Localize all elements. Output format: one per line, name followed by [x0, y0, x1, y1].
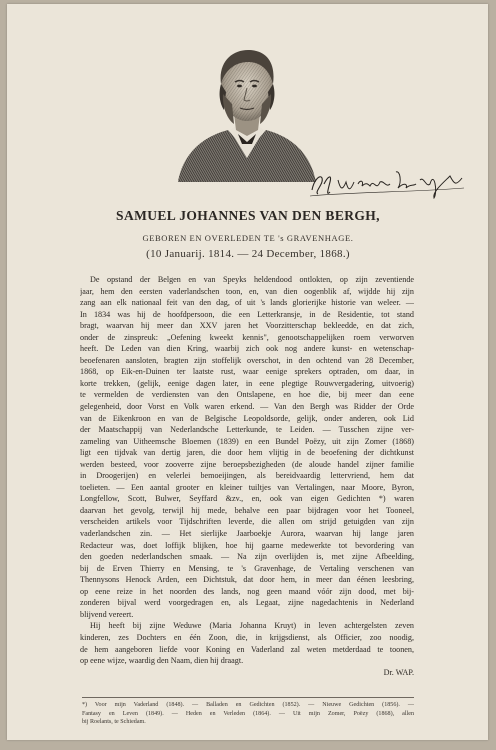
text-line: zonderen bijval werd voorgedragen en, als Legaat, zijne nagedachtenis in Nederland — [80, 598, 414, 608]
page-title: SAMUEL JOHANNES VAN DEN BERGH, — [116, 208, 380, 223]
text-line: vaderlandschen zin. — Het sierlijke Jaarboekje Aurora, waarvan hij lange jaren — [80, 529, 414, 539]
text-line: in Droogerijen) en velerlei bemoeijingen, als bereidvaardig lettervriend, hem dat — [80, 471, 414, 481]
footnote-line: Fantasy en Leven (1849). — Heden en Verleden (1864). — Uit mijn Zomer, Poëzy (1868), allen — [82, 710, 414, 717]
text-line: kinderen, zes Dochters en één Zoon, die, in krijgsdienst, als Officier, zoo noodig, — [80, 632, 414, 642]
footnote-line: bij Roelants, te Schiedam. — [82, 719, 146, 726]
text-line: zang aan elk nationaal feit van den dag, of uit 's lands glorierijke historie van weleer. — — [80, 298, 414, 308]
text-line: de hem aangeboren liefde voor Koning en Vaderland zal weten metderdaad te toonen, — [80, 644, 414, 654]
text-line: Longfellow, Scott, Bulwer, Seyffard &zv., en, ook van eigen Gedichten *) waren — [80, 494, 414, 504]
footnote-rule — [82, 697, 414, 698]
text-line: beoefenaren aansloten, bragten zijn stoffelijk overschot, in den ochtend van 28 December, — [80, 355, 414, 365]
text-line: Redacteur was, doet loffijk blijken, hoe hij gaarne medewerkte tot bevordering van — [80, 540, 414, 550]
text-line: der Maatschappij van Nederlandsche Letterkunde, te Leiden. — Tusschen zijne ver- — [80, 425, 414, 435]
text-line: toelieten. — Een aantal grooter en kleiner tuiltjes van Vertalingen, naar Moore, Byron, — [80, 482, 414, 492]
text-line: heeft. De Leden van dien Kring, waarbij zich ook nog andere kunst- en wetenschap- — [80, 344, 414, 354]
footnote-line: *) Voor mijn Vaderland (1848). — Balladen en Gedichten (1852). — Nieuwe Gedichten (1856). — — [82, 702, 414, 708]
text-line: korte trekken, (gelijk, eenige dagen later, in eene plegtige Rouwvergadering, uitvoerig) — [80, 378, 414, 388]
text-line: bij de Erven Thierry en Mensing, te 's Gravenhage, de Vertaling verschenen van — [80, 563, 414, 573]
text-line: bragt, waarvan hij meer dan XXV jaren het Voorzitterschap bekleedde, en dat zich, — [80, 321, 414, 331]
text-line: Thennysons Henock Arden, een Dichtstuk, dat door hem, in meer dan éénen leesbring, — [80, 575, 414, 585]
text-line: In 1834 was hij de hoofdpersoon, die een Letterkransje, in de Residentie, tot stand — [80, 309, 414, 319]
biography-text — [80, 274, 414, 678]
text-line: onder de zinspreuk: „Oefening kweekt kennis", genootschappelijken roem verworven — [80, 332, 414, 342]
text-line: 1868, op Eik-en-Duinen ter laatste rust, waar eenige sprekers optraden, om daar, in — [80, 367, 414, 377]
author-signature: Dr. WAP. — [383, 667, 414, 677]
text-line: De opstand der Belgen en van Speyks heldendood ontlokten, op zijn zeventiende — [90, 275, 414, 284]
text-line: zameling van Uitheemsche Bloemen (1839) en een Bundel Poëzy, uit zijn Zomer (1868) — [80, 436, 414, 446]
text-line: Hij heeft bij zijne Weduwe (Maria Johanna Kruyt) in leven achtergelsten zeven — [90, 621, 414, 631]
text-line: jaar, hem den eersten vaderlandschen toon, en, van dien oogenblik af, wijdde hij zijn — [80, 286, 414, 296]
text-line: daarvan het gevolg, terwijl hij mede, behalve een paar bijdragen voor het Tooneel, — [80, 505, 414, 515]
text-line: gelegenheid, door Vorst en Volk waren erkend. — Van den Bergh was Ridder der Orde — [80, 402, 414, 412]
text-line: ligt een tijdvak van dertig jaren, die door hem vlijtig in de beoefening der dichtkunst — [80, 448, 414, 458]
text-line: blijvend vereert. — [80, 609, 134, 619]
text-line: werden besteed, voor zooverre zijne beroepsbezigheden (de aloude handel zijner familie — [80, 459, 414, 469]
portrait-engraving — [172, 32, 322, 182]
text-line: op eene reize in het noorden des lands, nog geen maand vóór zijn dood, met bij- — [80, 586, 414, 596]
text-line: den goeden nederlandschen smaak. — Na zijn overlijden is, met zijne Afbeelding, — [80, 552, 414, 562]
signature-image — [304, 162, 472, 202]
life-dates: (10 Januarij. 1814. — 24 December, 1868.) — [146, 248, 350, 260]
page-subtitle: GEBOREN EN OVERLEDEN TE 's GRAVENHAGE. — [142, 233, 354, 243]
text-line: te vermelden de verdiensten van den Ontslapene, en hoe die, bij meer dan eene — [80, 390, 414, 400]
footnote — [82, 701, 414, 727]
text-line: van de Eikenkroon en van de Belgische Leopoldsorde, gelijk, onder anderen, ook Lid — [80, 413, 414, 423]
text-line: verscheiden artikels voor Tijdschriften leverde, die allen om strijd getuigden van zijn — [80, 517, 414, 527]
text-line: op eene wijze, waardig den Naam, dien hij draagt. — [80, 656, 244, 666]
